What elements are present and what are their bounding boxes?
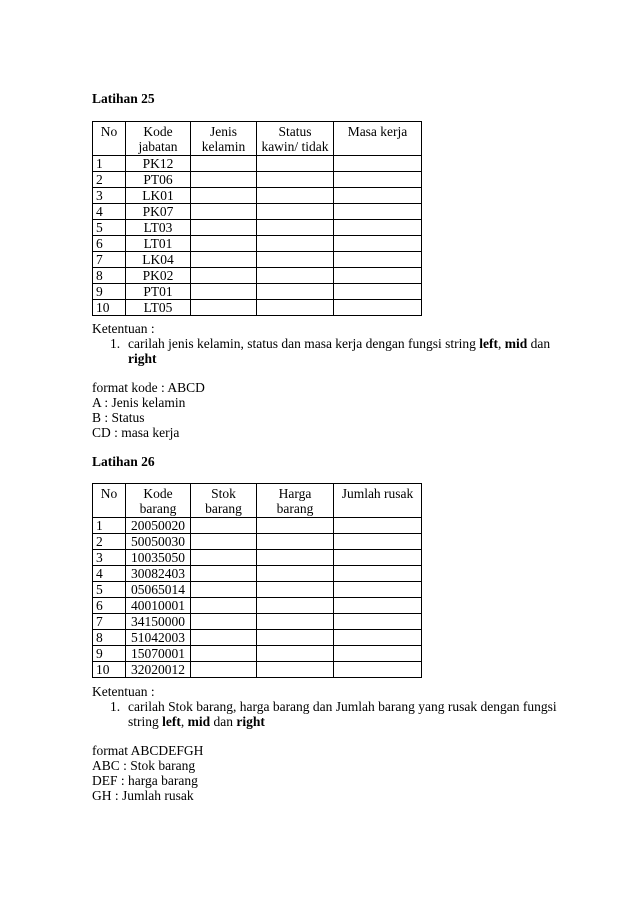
cell-kode: 32020012 xyxy=(126,662,191,678)
cell-empty xyxy=(191,550,257,566)
cell-empty xyxy=(191,630,257,646)
cell-empty xyxy=(191,598,257,614)
table-row xyxy=(93,284,422,300)
cell-empty xyxy=(334,630,422,646)
cell-kode: PT06 xyxy=(126,172,191,188)
exercise-25-format-line: B : Status xyxy=(92,410,145,425)
cell-no: 7 xyxy=(93,252,126,268)
header-jenis-kelamin: Jenis kelamin xyxy=(191,122,257,156)
cell-no: 2 xyxy=(93,534,126,550)
table-row xyxy=(93,220,422,236)
cell-empty xyxy=(334,284,422,300)
exercise-25-item-line2: right xyxy=(128,351,157,366)
cell-empty xyxy=(257,662,334,678)
table-header-row xyxy=(93,122,422,156)
cell-empty xyxy=(334,598,422,614)
header-kode-jabatan: Kode jabatan xyxy=(126,122,191,156)
cell-empty xyxy=(334,252,422,268)
cell-empty xyxy=(257,630,334,646)
table-row xyxy=(93,518,422,534)
cell-empty xyxy=(257,236,334,252)
cell-empty xyxy=(334,566,422,582)
cell-empty xyxy=(191,614,257,630)
exercise-26-table xyxy=(92,483,422,678)
exercise-26-format-line: ABC : Stok barang xyxy=(92,758,196,773)
table-row xyxy=(93,582,422,598)
cell-kode: PK02 xyxy=(126,268,191,284)
exercise-26-item-line1: carilah Stok barang, harga barang dan Jumlah barang yang rusak dengan fungsi xyxy=(128,699,557,714)
cell-kode: LT05 xyxy=(126,300,191,316)
exercise-25-heading: Latihan 25 xyxy=(92,91,155,106)
cell-kode: 20050020 xyxy=(126,518,191,534)
table-row xyxy=(93,204,422,220)
cell-no: 5 xyxy=(93,582,126,598)
cell-no: 3 xyxy=(93,550,126,566)
cell-no: 8 xyxy=(93,630,126,646)
table-row xyxy=(93,172,422,188)
table-row xyxy=(93,598,422,614)
cell-empty xyxy=(334,646,422,662)
cell-empty xyxy=(257,268,334,284)
cell-kode: PT01 xyxy=(126,284,191,300)
cell-empty xyxy=(257,300,334,316)
table-row xyxy=(93,268,422,284)
table-row xyxy=(93,662,422,678)
exercise-25-item-number: 1. xyxy=(110,336,121,351)
cell-empty xyxy=(191,646,257,662)
cell-empty xyxy=(191,172,257,188)
exercise-25-ketentuan-label: Ketentuan : xyxy=(92,321,155,336)
cell-kode: 05065014 xyxy=(126,582,191,598)
cell-empty xyxy=(191,566,257,582)
cell-no: 1 xyxy=(93,518,126,534)
cell-no: 10 xyxy=(93,662,126,678)
header-kode-barang: Kode barang xyxy=(126,484,191,518)
cell-kode: 34150000 xyxy=(126,614,191,630)
exercise-26-format-line: GH : Jumlah rusak xyxy=(92,788,194,803)
cell-empty xyxy=(257,188,334,204)
exercise-25-format-line: format kode : ABCD xyxy=(92,380,205,395)
header-status: Status kawin/ tidak xyxy=(257,122,334,156)
cell-kode: 40010001 xyxy=(126,598,191,614)
cell-empty xyxy=(334,662,422,678)
cell-empty xyxy=(191,582,257,598)
cell-empty xyxy=(334,220,422,236)
cell-empty xyxy=(334,236,422,252)
cell-empty xyxy=(191,284,257,300)
cell-kode: 50050030 xyxy=(126,534,191,550)
cell-no: 6 xyxy=(93,236,126,252)
cell-kode: 10035050 xyxy=(126,550,191,566)
table-row xyxy=(93,550,422,566)
cell-empty xyxy=(191,236,257,252)
cell-empty xyxy=(334,550,422,566)
table-row xyxy=(93,236,422,252)
cell-empty xyxy=(191,300,257,316)
exercise-25-format-line: A : Jenis kelamin xyxy=(92,395,186,410)
cell-no: 3 xyxy=(93,188,126,204)
exercise-26-heading: Latihan 26 xyxy=(92,454,155,469)
exercise-26-format-line: format ABCDEFGH xyxy=(92,743,204,758)
cell-empty xyxy=(257,252,334,268)
cell-empty xyxy=(257,156,334,172)
cell-empty xyxy=(191,268,257,284)
cell-empty xyxy=(257,646,334,662)
cell-no: 5 xyxy=(93,220,126,236)
cell-empty xyxy=(334,518,422,534)
cell-empty xyxy=(257,534,334,550)
cell-empty xyxy=(257,598,334,614)
cell-no: 8 xyxy=(93,268,126,284)
cell-empty xyxy=(334,156,422,172)
header-harga-barang: Harga barang xyxy=(257,484,334,518)
cell-no: 7 xyxy=(93,614,126,630)
table-row xyxy=(93,646,422,662)
table-row xyxy=(93,252,422,268)
table-header-row xyxy=(93,484,422,518)
cell-empty xyxy=(191,534,257,550)
cell-kode: 51042003 xyxy=(126,630,191,646)
cell-empty xyxy=(334,300,422,316)
cell-empty xyxy=(191,518,257,534)
cell-empty xyxy=(334,172,422,188)
exercise-25-table xyxy=(92,121,422,316)
cell-empty xyxy=(257,220,334,236)
cell-empty xyxy=(257,284,334,300)
cell-empty xyxy=(334,188,422,204)
cell-kode: PK07 xyxy=(126,204,191,220)
exercise-25-item-line1: carilah jenis kelamin, status dan masa kerja dengan fungsi string left, mid dan xyxy=(128,336,551,351)
header-no: No xyxy=(93,122,126,156)
cell-empty xyxy=(334,268,422,284)
exercise-26-item-line2: string left, mid dan right xyxy=(128,714,265,729)
cell-empty xyxy=(191,662,257,678)
cell-kode: LT01 xyxy=(126,236,191,252)
cell-empty xyxy=(257,172,334,188)
cell-empty xyxy=(334,534,422,550)
cell-kode: LT03 xyxy=(126,220,191,236)
table-row xyxy=(93,300,422,316)
cell-empty xyxy=(191,252,257,268)
header-no: No xyxy=(93,484,126,518)
cell-empty xyxy=(257,566,334,582)
table-row xyxy=(93,630,422,646)
cell-no: 1 xyxy=(93,156,126,172)
cell-empty xyxy=(191,204,257,220)
exercise-26-ketentuan-label: Ketentuan : xyxy=(92,684,155,699)
cell-empty xyxy=(334,582,422,598)
cell-empty xyxy=(334,614,422,630)
cell-empty xyxy=(257,614,334,630)
cell-no: 4 xyxy=(93,204,126,220)
cell-empty xyxy=(191,220,257,236)
cell-empty xyxy=(257,518,334,534)
table-row xyxy=(93,156,422,172)
table-row xyxy=(93,566,422,582)
exercise-26-item-number: 1. xyxy=(110,699,121,714)
cell-kode: 30082403 xyxy=(126,566,191,582)
cell-empty xyxy=(257,204,334,220)
cell-kode: LK01 xyxy=(126,188,191,204)
cell-no: 10 xyxy=(93,300,126,316)
header-jumlah-rusak: Jumlah rusak xyxy=(334,484,422,518)
cell-no: 4 xyxy=(93,566,126,582)
cell-empty xyxy=(257,550,334,566)
table-row xyxy=(93,188,422,204)
cell-kode: 15070001 xyxy=(126,646,191,662)
cell-empty xyxy=(334,204,422,220)
cell-no: 9 xyxy=(93,646,126,662)
header-masa-kerja: Masa kerja xyxy=(334,122,422,156)
exercise-25-format-line: CD : masa kerja xyxy=(92,425,180,440)
cell-no: 9 xyxy=(93,284,126,300)
exercise-26-format-line: DEF : harga barang xyxy=(92,773,198,788)
header-stok-barang: Stok barang xyxy=(191,484,257,518)
cell-kode: PK12 xyxy=(126,156,191,172)
table-row xyxy=(93,614,422,630)
cell-empty xyxy=(191,188,257,204)
cell-empty xyxy=(191,156,257,172)
cell-empty xyxy=(257,582,334,598)
cell-no: 2 xyxy=(93,172,126,188)
cell-kode: LK04 xyxy=(126,252,191,268)
cell-no: 6 xyxy=(93,598,126,614)
table-row xyxy=(93,534,422,550)
